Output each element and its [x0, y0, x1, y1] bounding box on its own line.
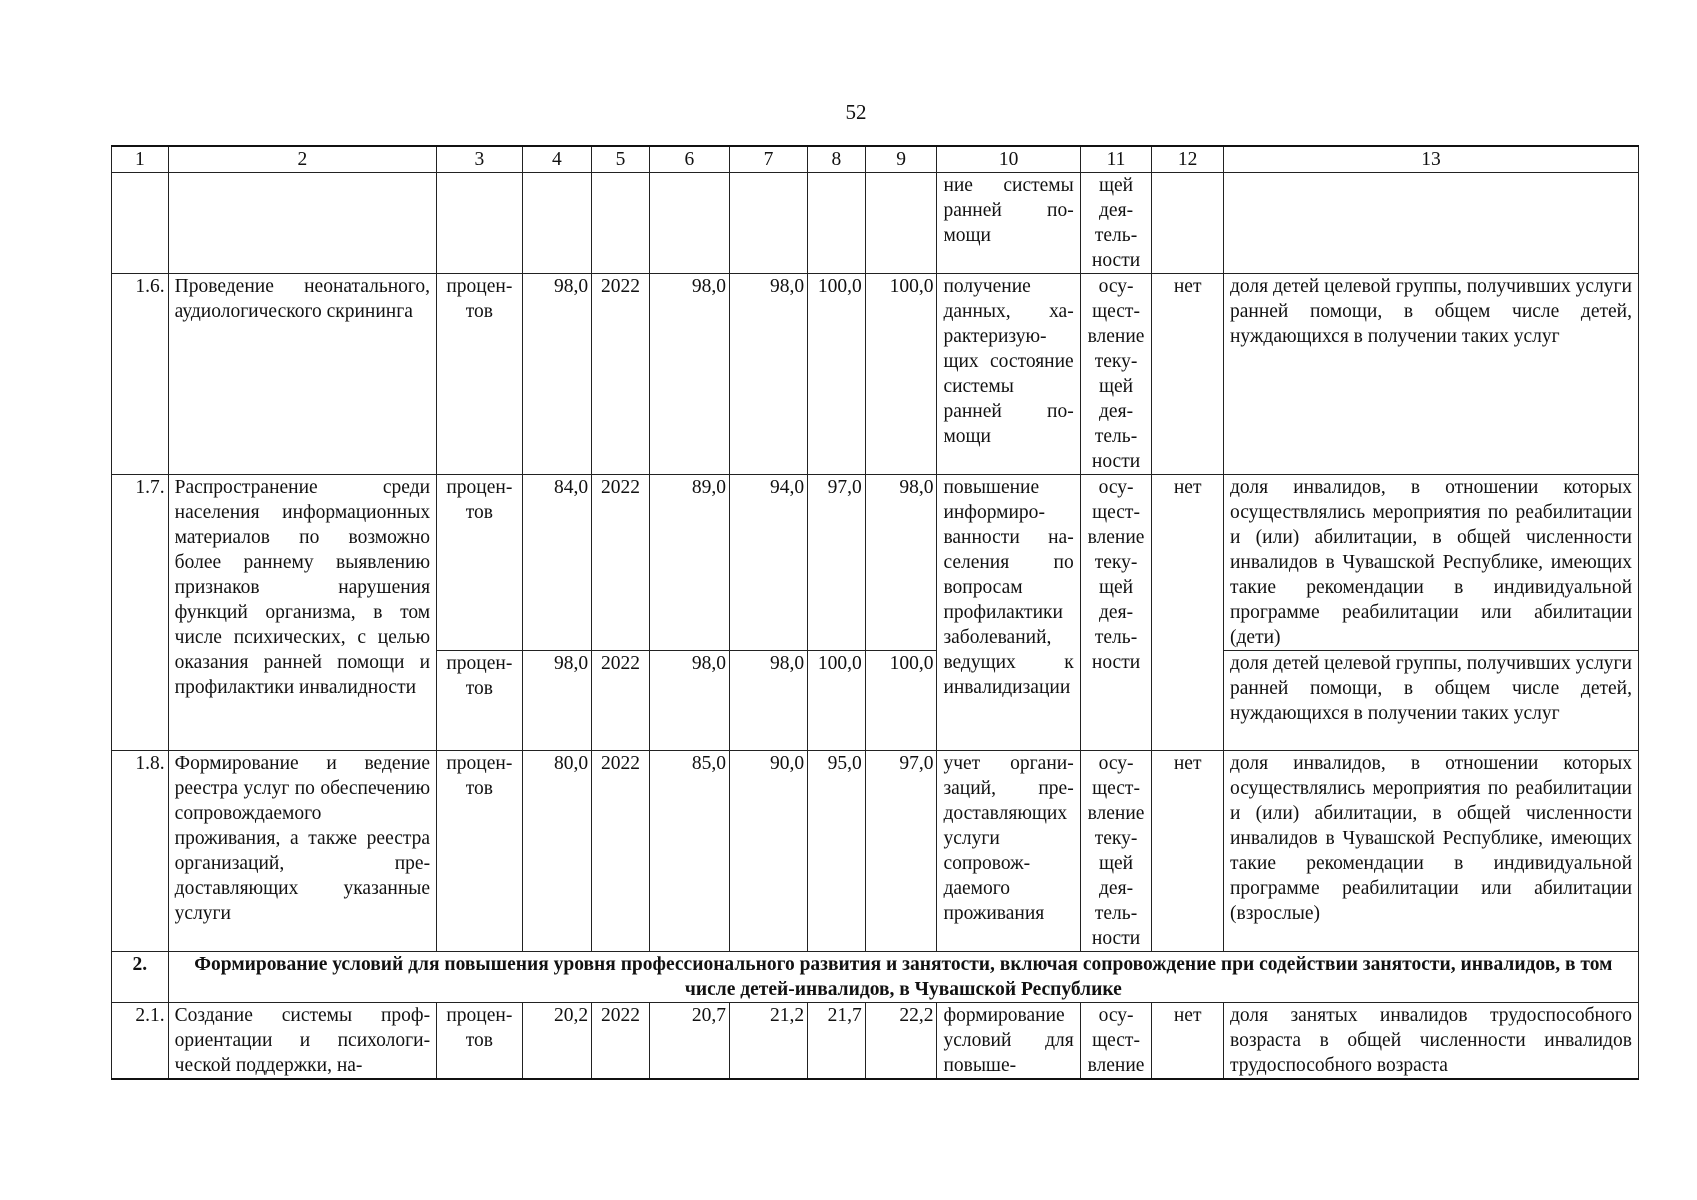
column-header: 13: [1224, 146, 1639, 173]
outcome-cell: учет организаций, предоставляющих услуги сопровождаемого проживания: [937, 751, 1080, 952]
page-number: 52: [845, 100, 867, 124]
value-cell: 98,0: [730, 651, 808, 751]
value-cell: 98,0: [865, 475, 937, 651]
status-cell: осуществление: [1080, 1003, 1152, 1080]
row-number: 1.7.: [112, 475, 169, 751]
value-cell: 84,0: [522, 475, 592, 651]
indicator-cell: доля инвалидов, в отношении которых осуществлялись мероприятия по реабилитации и (или) абилитации, в общей численности инвалидов в Чувашской Республике, имеющих такие рекомендации в индивидуальной программе реабилитации или абилитации (взрослые): [1224, 751, 1639, 952]
column-header: 5: [592, 146, 650, 173]
table-row-2-1: [112, 1003, 1639, 1080]
section-row-2: [112, 952, 1639, 1003]
flag-cell: нет: [1152, 274, 1224, 475]
column-header: 7: [730, 146, 808, 173]
outcome-cell: получение данных, характеризующих состояние системы ранней помощи: [937, 274, 1080, 475]
flag-cell: нет: [1152, 751, 1224, 952]
value-cell: 100,0: [808, 651, 866, 751]
row-number: 2.1.: [112, 1003, 169, 1080]
header-row: [112, 146, 1639, 173]
indicator-cell: доля детей целевой группы, получивших услуги ранней помощи, в общем числе детей, нуждающихся в получении таких услуг: [1224, 651, 1639, 751]
year-cell: 2022: [592, 1003, 650, 1080]
flag-cell: нет: [1152, 1003, 1224, 1080]
value-cell: 97,0: [808, 475, 866, 651]
value-cell: 22,2: [865, 1003, 937, 1080]
status-cell: осуществление текущей деятельности: [1080, 274, 1152, 475]
unit-cell: процентов: [437, 751, 523, 952]
table-row-1-8: [112, 751, 1639, 952]
indicator-cell: доля занятых инвалидов трудоспособного возраста в общей численности инвалидов трудоспособного возраста: [1224, 1003, 1639, 1080]
value-cell: 98,0: [730, 274, 808, 475]
status-cell: осуществление текущей деятельности: [1080, 475, 1152, 751]
column-header: 1: [112, 146, 169, 173]
unit-cell: процентов: [437, 1003, 523, 1080]
outcome-cell: формирование условий для повыше-: [937, 1003, 1080, 1080]
column-header: 11: [1080, 146, 1152, 173]
indicators-table: [111, 145, 1639, 1080]
column-header: 9: [865, 146, 937, 173]
value-cell: 97,0: [865, 751, 937, 952]
value-cell: 100,0: [808, 274, 866, 475]
column-header: 3: [437, 146, 523, 173]
unit-cell: процентов: [437, 274, 523, 475]
column-header: 10: [937, 146, 1080, 173]
year-cell: 2022: [592, 751, 650, 952]
value-cell: 90,0: [730, 751, 808, 952]
continuation-row: [112, 173, 1639, 274]
column-header: 4: [522, 146, 592, 173]
year-cell: 2022: [592, 274, 650, 475]
value-cell: 20,2: [522, 1003, 592, 1080]
row-number: 1.6.: [112, 274, 169, 475]
value-cell: 80,0: [522, 751, 592, 952]
outcome-cell: повышение информированности населения по вопросам профилактики заболеваний, ведущих к инвалидизации: [937, 475, 1080, 751]
table-row-1-7a: [112, 475, 1639, 651]
value-cell: 98,0: [649, 651, 729, 751]
column-header: 12: [1152, 146, 1224, 173]
unit-cell: процентов: [437, 651, 523, 751]
value-cell: 98,0: [522, 274, 592, 475]
year-cell: 2022: [592, 475, 650, 651]
value-cell: 85,0: [649, 751, 729, 952]
value-cell: 98,0: [649, 274, 729, 475]
value-cell: 21,7: [808, 1003, 866, 1080]
column-header: 6: [649, 146, 729, 173]
table-row-1-6: [112, 274, 1639, 475]
section-number: 2.: [112, 952, 169, 1003]
flag-cell: нет: [1152, 475, 1224, 751]
unit-cell: процентов: [437, 475, 523, 651]
outcome-cell: ние системы ранней помощи: [937, 173, 1080, 274]
activity-name: Формирование и ведение реестра услуг по обеспечению сопровождаемого проживания, а также реестра организаций, предоставляющих указанные услуги: [168, 751, 436, 952]
activity-name: Создание системы профориентации и психологической поддержки, на-: [168, 1003, 436, 1080]
year-cell: 2022: [592, 651, 650, 751]
row-number: 1.8.: [112, 751, 169, 952]
value-cell: 95,0: [808, 751, 866, 952]
value-cell: 20,7: [649, 1003, 729, 1080]
column-header: 2: [168, 146, 436, 173]
value-cell: 100,0: [865, 651, 937, 751]
value-cell: 89,0: [649, 475, 729, 651]
status-cell: щей деятельности: [1080, 173, 1152, 274]
indicator-cell: доля инвалидов, в отношении которых осуществлялись мероприятия по реабилитации и (или) абилитации, в общей численности инвалидов в Чувашской Республике, имеющих такие рекомендации в индивидуальной программе реабилитации или абилитации (дети): [1224, 475, 1639, 651]
activity-name: Распространение среди населения информационных материалов по возможно более раннему выявлению признаков нарушения функций организма, в том числе психических, с целью оказания ранней помощи и профилактики инвалидности: [168, 475, 436, 751]
activity-name: Проведение неонатального, аудиологического скрининга: [168, 274, 436, 475]
indicator-cell: доля детей целевой группы, получивших услуги ранней помощи, в общем числе детей, нуждающихся в получении таких услуг: [1224, 274, 1639, 475]
value-cell: 100,0: [865, 274, 937, 475]
value-cell: 21,2: [730, 1003, 808, 1080]
value-cell: 98,0: [522, 651, 592, 751]
column-header: 8: [808, 146, 866, 173]
status-cell: осуществление текущей деятельности: [1080, 751, 1152, 952]
section-title: Формирование условий для повышения уровня профессионального развития и занятости, включая сопровождение при содействии занятости, инвалидов, в том числе детей-инвалидов, в Чувашской Республике: [168, 952, 1638, 1003]
value-cell: 94,0: [730, 475, 808, 651]
